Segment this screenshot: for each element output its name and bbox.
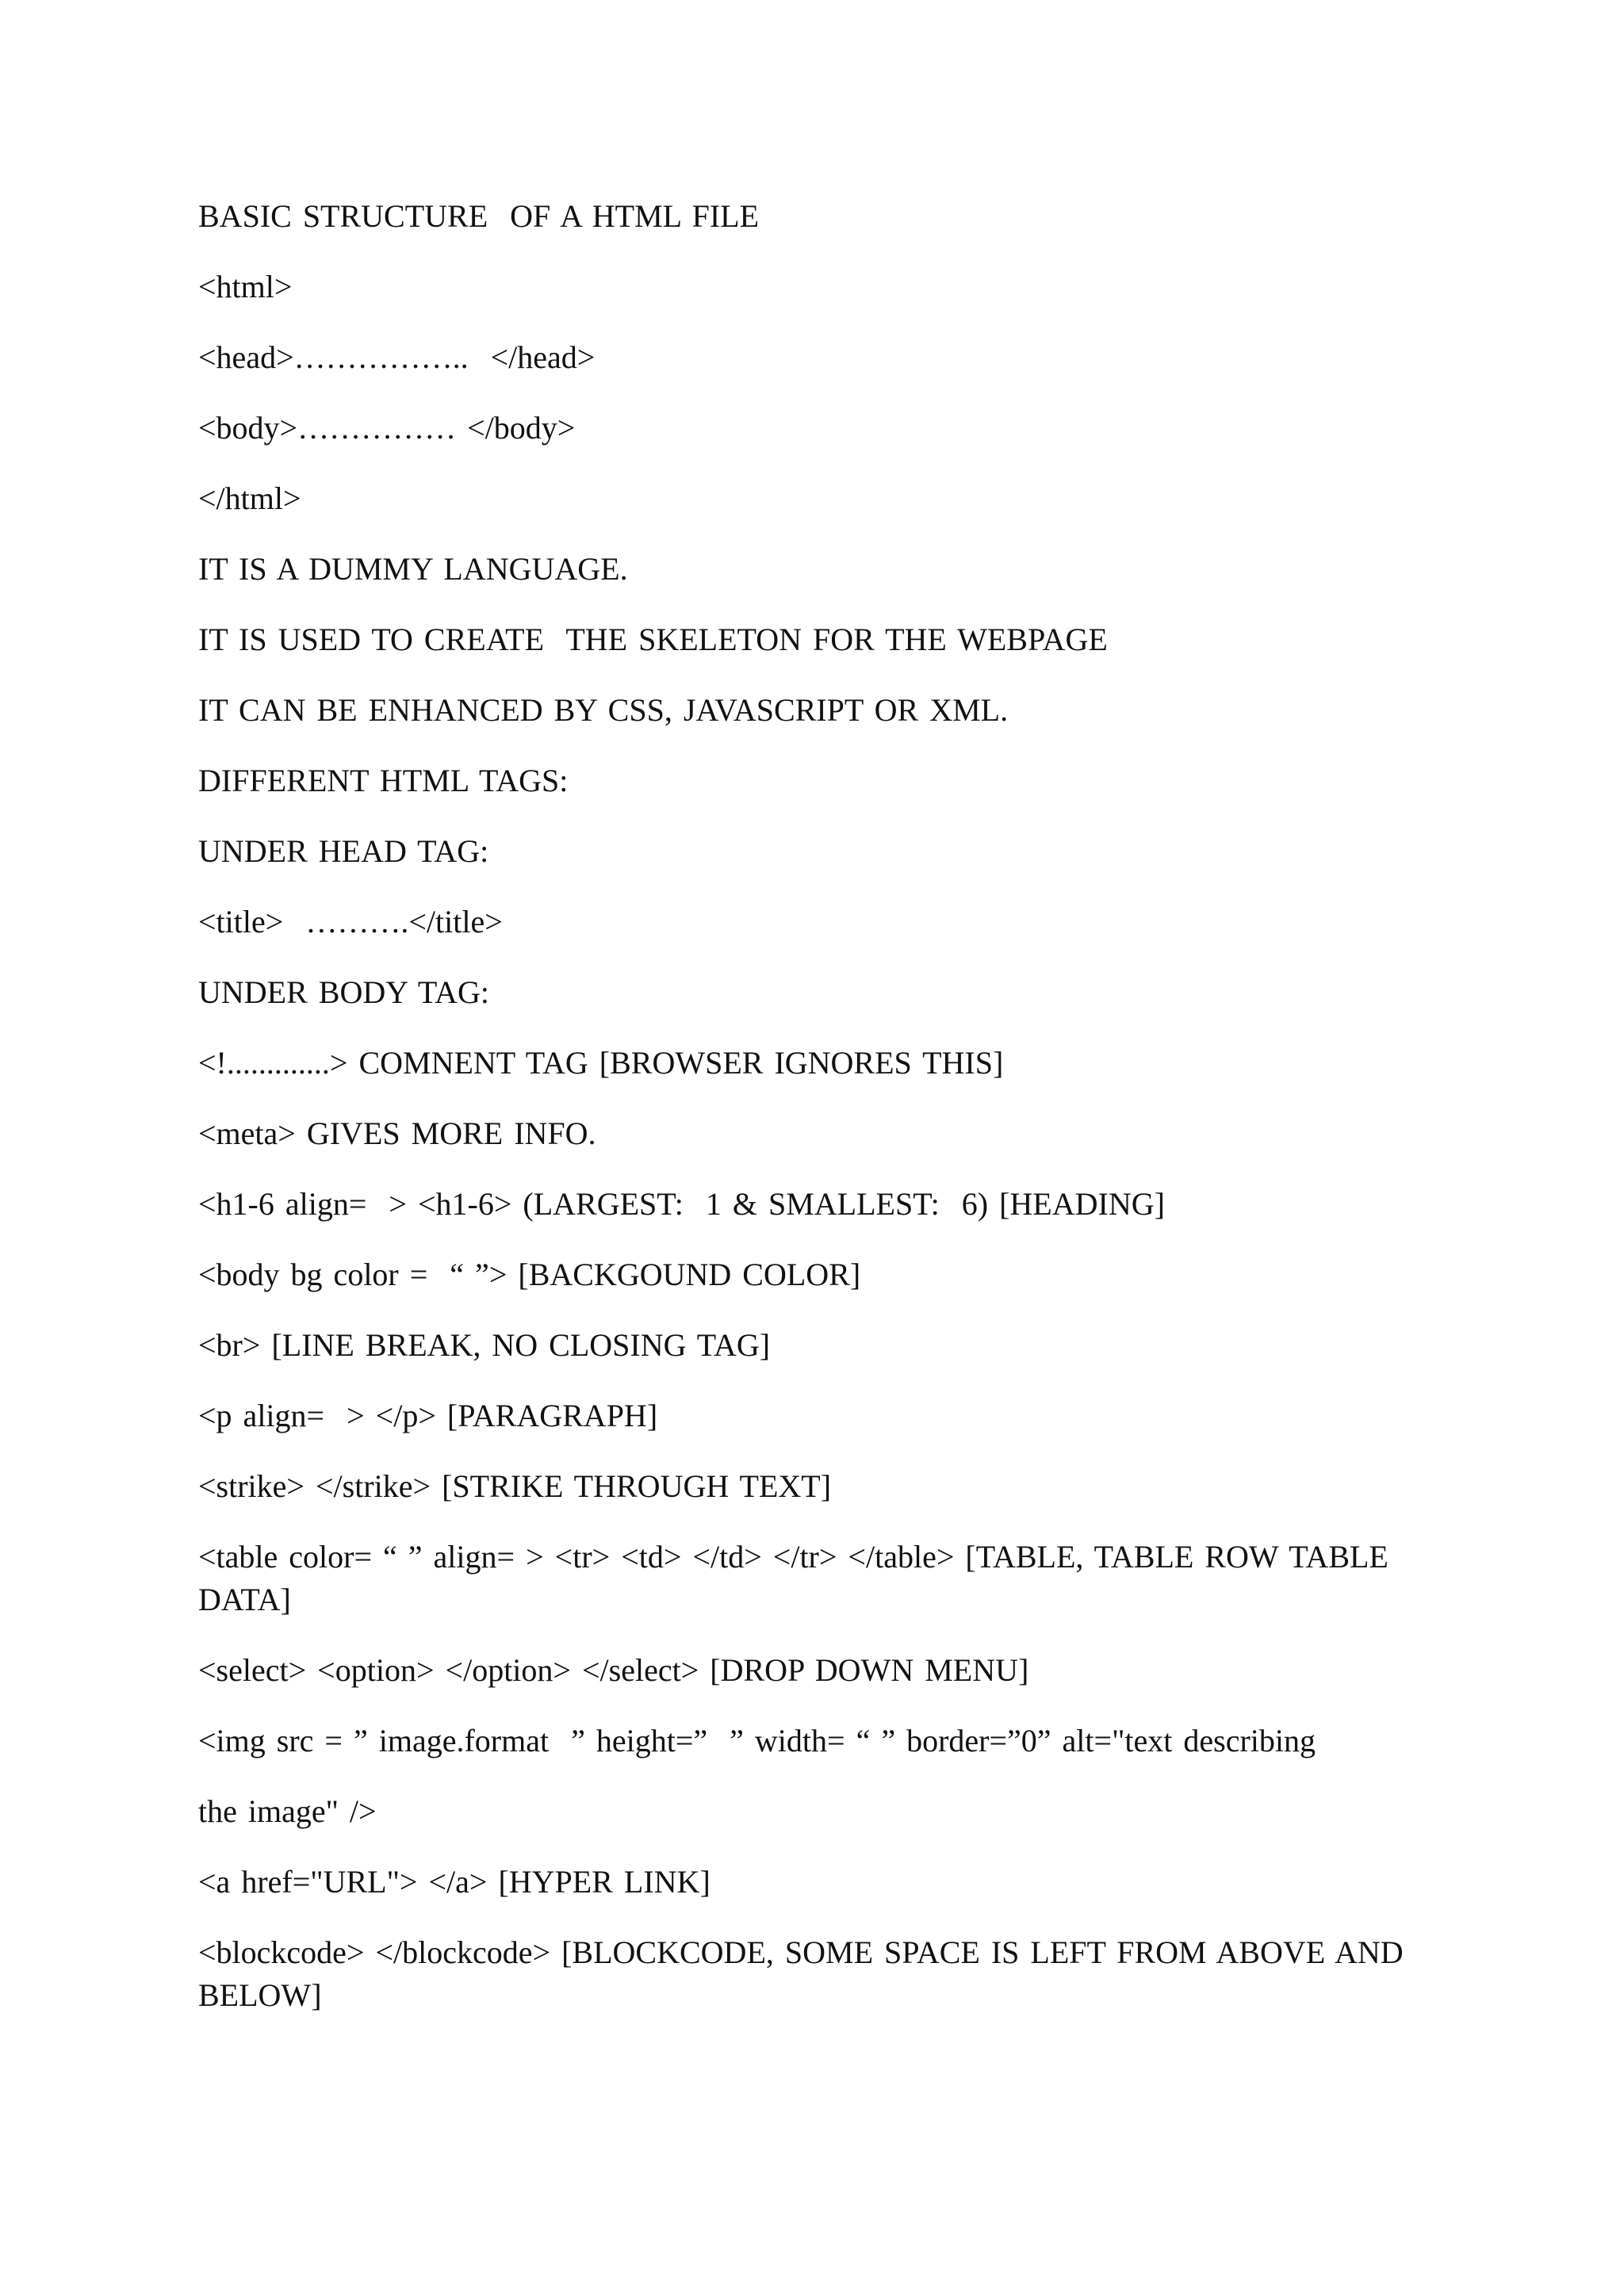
text-line-dummy-language: IT IS A DUMMY LANGUAGE. xyxy=(198,551,628,587)
tag-line-img-continued: the image" /> xyxy=(198,1793,377,1829)
section-heading-under-body: UNDER BODY TAG: xyxy=(198,974,490,1010)
document-body xyxy=(198,195,1435,2045)
text-line-skeleton: IT IS USED TO CREATE THE SKELETON FOR THE WEBPAGE xyxy=(198,622,1108,657)
tag-line-meta: <meta> GIVES MORE INFO. xyxy=(198,1115,596,1151)
code-line-html-open: <html> xyxy=(198,269,293,304)
text-line-enhanced: IT CAN BE ENHANCED BY CSS, JAVASCRIPT OR XML. xyxy=(198,692,1009,728)
tag-line-bgcolor: <body bg color = “ ”> [BACKGOUND COLOR] xyxy=(198,1257,861,1292)
code-line-head: <head>…………….. </head> xyxy=(198,339,596,375)
tag-line-comment: <!.............> COMNENT TAG [BROWSER IGNORES THIS] xyxy=(198,1045,1004,1081)
tag-line-heading: <h1-6 align= > <h1-6> (LARGEST: 1 & SMALLEST: 6) [HEADING] xyxy=(198,1186,1165,1222)
tag-line-img: <img src = ” image.format ” height=” ” width= “ ” border=”0” alt="text describing xyxy=(198,1723,1316,1758)
document-title: BASIC STRUCTURE OF A HTML FILE xyxy=(198,198,760,234)
section-heading-under-head: UNDER HEAD TAG: xyxy=(198,833,489,869)
tag-line-strike: <strike> </strike> [STRIKE THROUGH TEXT] xyxy=(198,1468,832,1504)
tag-line-br: <br> [LINE BREAK, NO CLOSING TAG] xyxy=(198,1327,771,1363)
code-line-html-close: </html> xyxy=(198,480,301,516)
tag-line-title: <title> ……….</title> xyxy=(198,904,503,939)
tag-line-blockcode: <blockcode> </blockcode> [BLOCKCODE, SOME SPACE IS LEFT FROM ABOVE AND BELOW] xyxy=(198,1934,1404,2013)
section-heading-different-tags: DIFFERENT HTML TAGS: xyxy=(198,763,569,798)
tag-line-paragraph: <p align= > </p> [PARAGRAPH] xyxy=(198,1398,658,1433)
code-line-body: <body>…………… </body> xyxy=(198,410,576,446)
tag-line-select: <select> <option> </option> </select> [DROP DOWN MENU] xyxy=(198,1652,1029,1688)
tag-line-anchor: <a href="URL"> </a> [HYPER LINK] xyxy=(198,1864,710,1900)
tag-line-table: <table color= “ ” align= > <tr> <td> </td> </tr> </table> [TABLE, TABLE ROW TABLE DATA] xyxy=(198,1539,1388,1617)
